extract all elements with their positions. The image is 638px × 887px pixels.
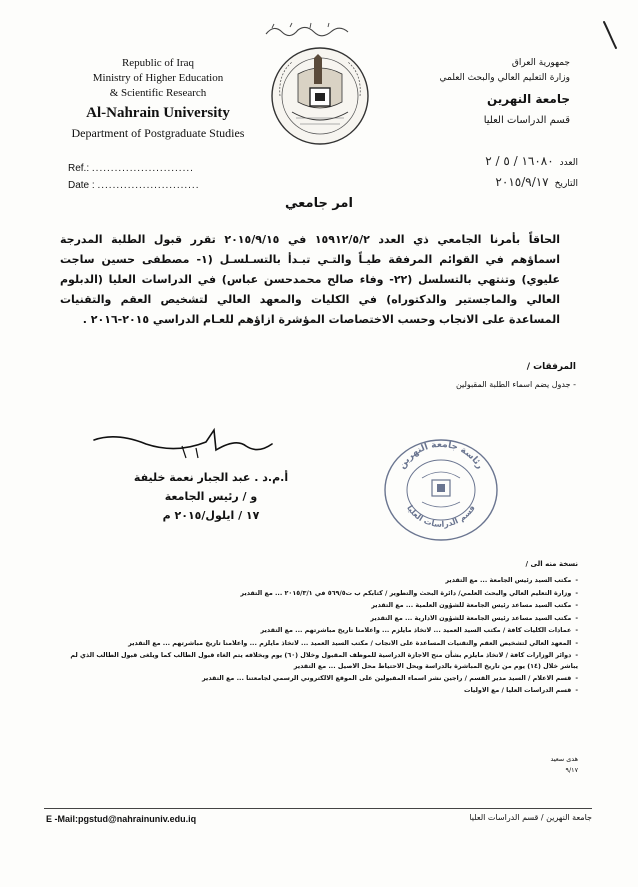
- list-item: - قسم الدراسات العليا / مع الاوليات: [58, 684, 578, 697]
- signatory-role: و / رئيس الجامعة: [164, 490, 258, 503]
- en-university-name: Al-Nahrain University: [86, 105, 230, 121]
- en-ref-label: Ref.:: [68, 163, 90, 174]
- copies-heading: نسخة منه الى /: [525, 560, 578, 568]
- list-item: - وزارة التعليم العالي والبحث العلمي/ دائرة البحث والتطوير / كتابكم ب ت٥٦٩/٥ في ٢٠١٥/٣/١ ... مع التقدير: [58, 587, 578, 600]
- en-ministry-line-1: Ministry of Higher Education: [92, 72, 224, 84]
- stamp-top-text: رئاسة جامعة النهرين: [397, 439, 485, 471]
- en-department-name: Department of Postgraduate Studies: [71, 126, 245, 140]
- list-item: - قسم الاعلام / السيد مدير القسم / راجين نشر اسماء المقبولين على الموقع الالكتروني الرسمي لجامعتنا ... مع التقدير: [58, 672, 578, 685]
- order-body: [60, 230, 560, 330]
- typist-initials: [551, 754, 578, 776]
- ar-ref-date-block: [338, 152, 578, 194]
- document-title: امر جامعي: [285, 196, 353, 211]
- typist-date: ٩/١٧: [565, 766, 578, 774]
- arabic-letterhead: [400, 56, 570, 128]
- attachments-item: - جدول يضم اسماء الطلبة المقبولين: [455, 380, 576, 389]
- order-paragraph: الحاقاً بأمرنا الجامعي ذي العدد ١٥٩١٢/٥/٢ في ٢٠١٥/٩/١٥ تقرر قبول الطلبة المدرجة اسماؤهم في القوائم المرفقة طيـاً والتـي تبـدأ بالتسـلسـل (١- مصطفى حسين ساجت عليوي) وتنتهي بالتسلسل (٢٢- وفاء صالح محمدحسن عباس) في الدراسات العليا (الدبلوم العالي والماجستير والدكتوراه) في الكليات والمعهد العالي لتشخيص العقم والتقنيات المساعدة على الانجاب وحسب الاختصاصات المؤشرة ازاؤهم للعـام الدراسي ٢٠١٥-٢٠١٦ .: [60, 233, 560, 326]
- university-emblem-icon: [268, 44, 372, 148]
- english-letterhead: [58, 56, 258, 141]
- signature-block: [96, 468, 326, 525]
- handwritten-signature-icon: [86, 424, 276, 464]
- list-item: - عمادات الكليات كافة / مكتب السيد العميد ... لاتخاذ مايلزم ... واعلامنا تاريخ مباشرتهم ... مع التقدير: [58, 624, 578, 637]
- signature-date: ١٧ / ايلول/٢٠١٥ م: [162, 509, 260, 522]
- en-country: Republic of Iraq: [121, 57, 195, 69]
- svg-text:رئاسة جامعة النهرين: [397, 440, 484, 471]
- attachments-item-text: جدول يضم اسماء الطلبة المقبولين: [455, 380, 571, 389]
- stamp-bottom-text: قسم الدراسات العليا: [405, 503, 477, 529]
- footer-email: E -Mail:pgstud@nahrainuniv.edu.iq: [46, 814, 197, 824]
- footer-divider: [44, 808, 592, 809]
- ar-country: جمهورية العراق: [511, 58, 570, 68]
- footer-address: جامعة النهرين / قسم الدراسات العليا: [469, 813, 592, 822]
- official-seal-icon: [378, 432, 504, 544]
- ar-number-value: ١٦٠٨٠ / ٥ / ٢: [485, 154, 554, 168]
- ar-ministry: وزارة التعليم العالي والبحث العلمي: [439, 73, 570, 83]
- en-ref-date-block: [68, 160, 199, 194]
- list-item: - المعهد العالي لتشخيص العقم والتقنيات المساعدة على الانجاب / مكتب السيد العميد ... لاتخاذ مايلزم ... واعلامنا تاريخ مباشرتهم ... مع التقدير: [58, 637, 578, 650]
- ar-university-name: جامعة النهرين: [486, 92, 570, 106]
- attachments-heading: المرفقات /: [526, 362, 576, 372]
- copies-list: [58, 574, 578, 697]
- ar-department-name: قسم الدراسات العليا: [483, 115, 570, 126]
- en-ministry-line-2: & Scientific Research: [109, 87, 207, 99]
- en-date-label: Date :: [68, 180, 95, 191]
- corner-handwritten-mark-icon: [600, 18, 620, 52]
- ar-date-label: التاريخ: [554, 179, 578, 189]
- list-item: - مكتب السيد مساعد رئيس الجامعة للشؤون الادارية ... مع التقدير: [58, 612, 578, 625]
- list-item: - مكتب السيد مساعد رئيس الجامعة للشؤون العلمية ... مع التقدير: [58, 599, 578, 612]
- signatory-name: أ.م.د . عبد الجبار نعمة خليفة: [133, 471, 289, 484]
- basmala-calligraphy-icon: [262, 20, 352, 40]
- list-item: - مكتب السيد رئيس الجامعة ... مع التقدير: [58, 574, 578, 587]
- ar-date-value: ٢٠١٥/٩/١٧: [495, 175, 549, 189]
- typist-name: هدى سعيد: [550, 755, 578, 763]
- list-item: - دوائر الوزارات كافة / لاتخاذ مايلزم بشأن منح الاجازة الدراسية للموظف المقبول وخلال (٦٠) يوم وبخلافه يتم الغاء قبول الطالب كما ويلغى قبول الطالب الذي لم يباشر خلال (١٤) يوم من تاريخ المباشرة بالدراسة ويحل الاحتياط محل الاصيل ... مع التقدير: [58, 650, 578, 672]
- date-dots: ...........................: [97, 180, 200, 191]
- ref-dots: ...........................: [91, 163, 194, 174]
- ar-number-label: العدد: [559, 158, 578, 168]
